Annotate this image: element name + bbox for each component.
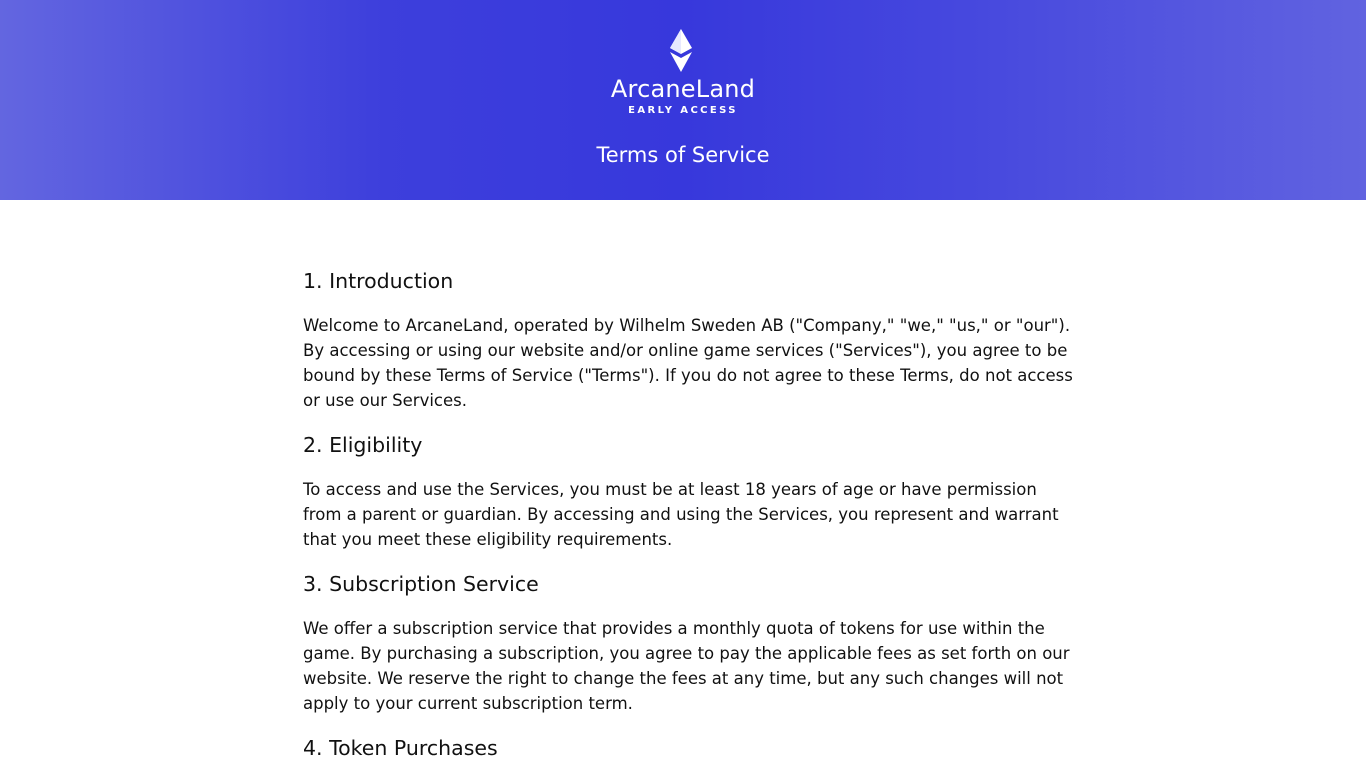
section-heading-subscription-service: 3. Subscription Service — [303, 572, 539, 596]
page-title: Terms of Service — [596, 143, 770, 167]
section-heading-introduction: 1. Introduction — [303, 269, 454, 293]
section-body-eligibility: To access and use the Services, you must be at least 18 years of age or have permission from a parent or guardian. By accessing and using the Services, you represent and warrant that you meet these eligibility requirements. — [303, 480, 1059, 549]
ethereum-diamond-icon[interactable] — [667, 28, 695, 74]
brand-tagline: EARLY ACCESS — [628, 105, 738, 116]
section-heading-token-purchases: 4. Token Purchases — [303, 736, 498, 760]
section-body-introduction: Welcome to ArcaneLand, operated by Wilhelm Sweden AB ("Company," "we," "us," or "our"). By accessing or using our website and/or online game services ("Services"), you agree to be bound by these Terms of Service ("Terms"). If you do not agree to these Terms, do not access or use our Services. — [303, 316, 1073, 410]
section-body-subscription-service: We offer a subscription service that provides a monthly quota of tokens for use within the game. By purchasing a subscription, you agree to pay the applicable fees as set forth on our website. We reserve the right to change the fees at any time, but any such changes will not apply to your current subscription term. — [303, 619, 1070, 713]
terms-content — [303, 266, 1073, 780]
page-header — [0, 0, 1366, 200]
section-heading-eligibility: 2. Eligibility — [303, 433, 423, 457]
brand-name[interactable]: ArcaneLand — [610, 75, 756, 103]
